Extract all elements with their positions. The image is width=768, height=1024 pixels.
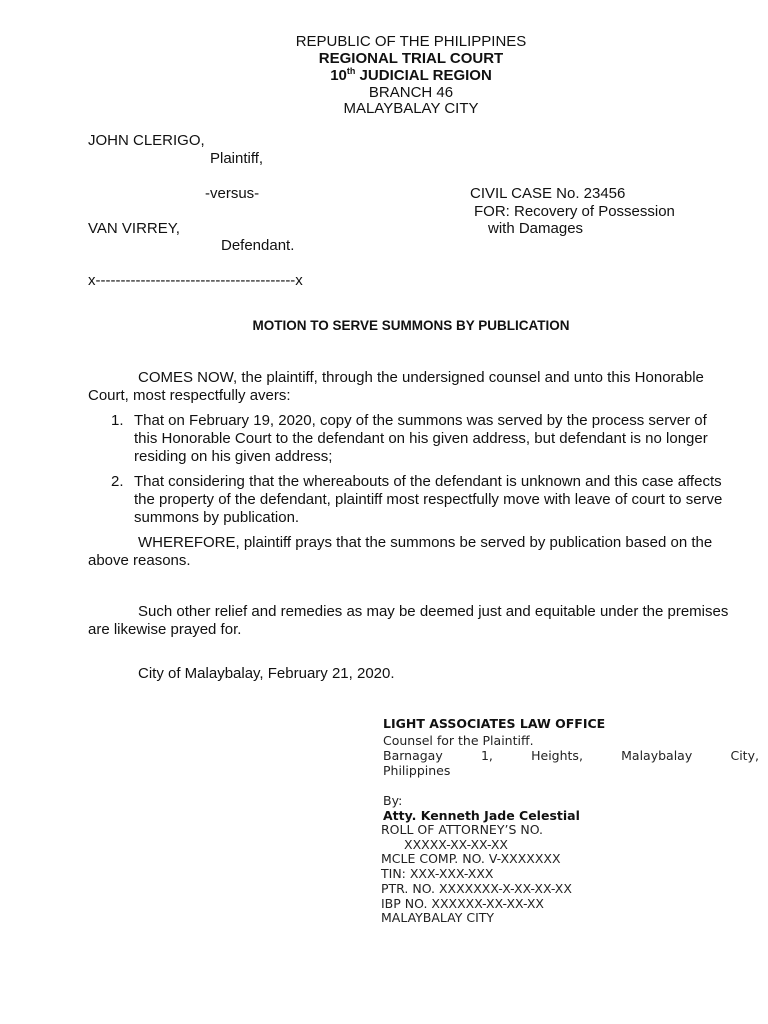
header-court: REGIONAL TRIAL COURT [318, 50, 504, 67]
by-label: By: [383, 793, 403, 808]
address-word: Barnagay [383, 748, 443, 763]
law-firm-name: LIGHT ASSOCIATES LAW OFFICE [383, 716, 606, 731]
wherefore-paragraph: WHEREFORE, plaintiff prays that the summons be served by publication based on the above reasons. [88, 534, 713, 569]
versus-label: -versus- [205, 185, 260, 202]
item-2-number: 2. [111, 473, 124, 490]
address-word: Heights, [531, 748, 583, 763]
address-word: City, [730, 748, 759, 763]
header-region-ordinal: th [346, 66, 356, 76]
tin-number: TIN: XXX-XXX-XXX [381, 866, 494, 881]
header-region [0, 67, 768, 84]
item-2-text: That considering that the whereabouts of the defendant is unknown and this case affects the property of the defendant, plaintiff most respectfully move with leave of court to serve summons by publication. [134, 473, 723, 526]
plaintiff-role: Plaintiff, [210, 150, 264, 167]
roll-of-attorney-number: XXXXX-XX-XX-XX [404, 837, 508, 852]
intro-paragraph: COMES NOW, the plaintiff, through the undersigned counsel and unto this Honorable Court, most respectfully avers: [88, 369, 704, 404]
attorney-name: Atty. Kenneth Jade Celestial [383, 808, 580, 823]
counsel-for: Counsel for the Plaintiff. [383, 733, 534, 748]
ptr-number: PTR. NO. XXXXXXX-X-XX-XX-XX [381, 881, 572, 896]
ibp-number: IBP NO. XXXXXX-XX-XX-XX [381, 896, 544, 911]
roll-of-attorney-label: ROLL OF ATTORNEY’S NO. [381, 822, 544, 837]
header-region-text: JUDICIAL REGION [355, 67, 492, 84]
header-region-number: 10 [330, 67, 347, 84]
defendant-name: VAN VIRREY, [88, 220, 180, 237]
caption-separator: x----------------------------------------x [88, 272, 303, 289]
item-1-text: That on February 19, 2020, copy of the summons was served by the process server of this Honorable Court to the defendant on his given address, but defendant is no longer residing on his given address; [134, 412, 708, 465]
plaintiff-name: JOHN CLERIGO, [88, 132, 205, 149]
case-number: CIVIL CASE No. 23456 [470, 185, 626, 202]
item-1-number: 1. [111, 412, 124, 429]
firm-address-line2: Philippines [383, 763, 451, 778]
mcle-number: MCLE COMP. NO. V-XXXXXXX [381, 851, 561, 866]
case-for-line2: with Damages [488, 220, 584, 237]
header-branch: BRANCH 46 [368, 84, 454, 101]
firm-address-line1 [383, 749, 759, 764]
address-word: Malaybalay [621, 748, 693, 763]
case-for-line1: FOR: Recovery of Possession [474, 203, 675, 220]
other-relief-paragraph: Such other relief and remedies as may be deemed just and equitable under the premises are likewise prayed for. [88, 603, 729, 638]
place-date: City of Malaybalay, February 21, 2020. [138, 665, 395, 682]
address-word: 1, [480, 748, 493, 763]
signature-city: MALAYBALAY CITY [381, 910, 495, 925]
motion-title: MOTION TO SERVE SUMMONS BY PUBLICATION [252, 318, 570, 333]
header-city: MALAYBALAY CITY [343, 100, 479, 117]
header-republic: REPUBLIC OF THE PHILIPPINES [295, 33, 527, 50]
defendant-role: Defendant. [221, 237, 295, 254]
